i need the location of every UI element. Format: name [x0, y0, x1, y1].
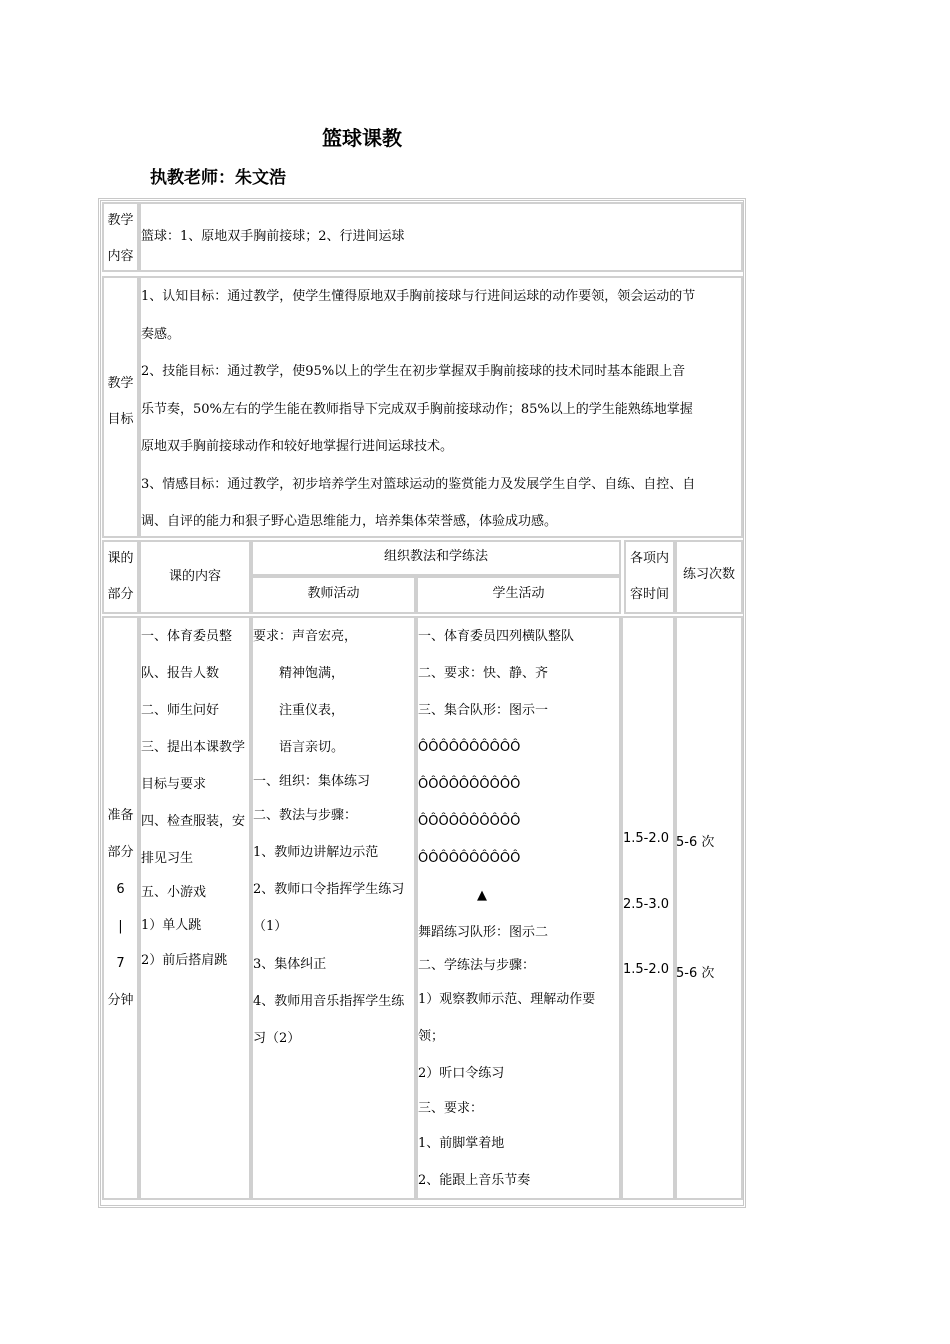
- formation-row: ÔÔÔÔÔÔÔÔÔÔ: [418, 851, 521, 866]
- time-value: 1.5-2.0: [623, 831, 670, 846]
- prep-content-line: 一、体育委员整: [141, 629, 233, 644]
- prep-content-line: 五、小游戏: [141, 885, 207, 900]
- prep-student-line: 三、要求：: [418, 1101, 484, 1116]
- prep-student-line: 舞蹈练习队形：图示二: [418, 925, 549, 940]
- formation-row: ÔÔÔÔÔÔÔÔÔÔ: [418, 777, 521, 792]
- prep-teacher-line: 语言亲切。: [253, 740, 345, 755]
- header-time-cell: [624, 540, 675, 614]
- goal-line: 1、认知目标：通过教学，使学生懂得原地双手胸前接球与行进间运球的动作要领，领会运动的节: [141, 289, 696, 304]
- formation-row: ÔÔÔÔÔÔÔÔÔÔ: [418, 814, 521, 829]
- prep-teacher-line: 一、组织：集体练习: [253, 774, 371, 789]
- prep-content-line: 目标与要求: [141, 777, 207, 792]
- header-time-1: 各项内: [629, 551, 669, 566]
- goal-line: 原地双手胸前接球动作和较好地掌握行进间运球技术。: [141, 439, 454, 454]
- header-part-cell: [102, 540, 139, 614]
- content-text-cell: [139, 202, 743, 272]
- header-teacher-activity: 教师活动: [307, 586, 360, 601]
- prep-content-line: 二、师生问好: [141, 703, 220, 718]
- teacher-position-marker: ▲: [477, 888, 487, 903]
- prep-part-line: 准备: [107, 808, 134, 823]
- header-time-2: 容时间: [629, 587, 669, 602]
- prep-teacher-line: 2、教师口令指挥学生练习: [253, 882, 405, 897]
- prep-part-line: 分钟: [107, 993, 134, 1008]
- header-content: 课的内容: [168, 569, 221, 584]
- prep-part-cell: [102, 616, 139, 1200]
- goal-line: 乐节奏，50%左右的学生能在教师指导下完成双手胸前接球动作；85%以上的学生能熟练地掌握: [141, 401, 693, 417]
- prep-student-line: 1）观察教师示范、理解动作要: [418, 992, 596, 1007]
- prep-part-line: 7: [116, 956, 125, 971]
- time-value: 2.5-3.0: [623, 897, 670, 912]
- reps-value: 5-6 次: [676, 835, 715, 850]
- prep-student-line: 1、前脚掌着地: [418, 1136, 505, 1151]
- prep-teacher-line: 精神饱满，: [253, 666, 345, 681]
- header-student-cell: [416, 576, 621, 614]
- prep-teacher-line: 要求：声音宏亮，: [253, 629, 358, 644]
- prep-content-line: 排见习生: [141, 851, 194, 866]
- goal-line: 3、情感目标：通过教学，初步培养学生对篮球运动的鉴赏能力及发展学生自学、自练、自控、自: [141, 476, 696, 492]
- prep-teacher-line: 4、教师用音乐指挥学生练: [253, 994, 405, 1009]
- content-label-1: 教学: [107, 213, 134, 228]
- prep-student-line: 三、集合队形：图示一: [418, 703, 549, 718]
- prep-content-line: 四、检查服装，安: [141, 814, 246, 829]
- header-part-1: 课的: [107, 551, 134, 566]
- prep-part-line: |: [118, 919, 123, 934]
- content-label-2: 内容: [107, 249, 134, 264]
- teacher-name: 执教老师：朱文浩: [150, 168, 286, 188]
- prep-student-line: 领；: [418, 1029, 445, 1044]
- prep-reps-cell: [675, 616, 743, 1200]
- prep-content-line: 1）单人跳: [141, 918, 202, 933]
- time-value: 1.5-2.0: [623, 962, 670, 977]
- header-content-cell: [139, 540, 251, 614]
- header-reps-cell: [675, 540, 743, 614]
- prep-student-line: 2、能跟上音乐节奏: [418, 1173, 531, 1188]
- prep-teacher-line: 1、教师边讲解边示范: [253, 845, 379, 860]
- goals-label-1: 教学: [107, 376, 134, 391]
- goal-line: 调、自评的能力和狠子野心造思维能力，培养集体荣誉感，体验成功感。: [141, 514, 558, 529]
- goals-label-cell: [102, 276, 139, 538]
- prep-student-cell: [416, 616, 621, 1200]
- formation-row: ÔÔÔÔÔÔÔÔÔÔ: [418, 740, 521, 755]
- prep-content-line: 2）前后搭肩跳: [141, 953, 228, 968]
- prep-student-line: 一、体育委员四列横队整队: [418, 629, 575, 644]
- prep-teacher-line: 注重仪表，: [253, 703, 345, 718]
- prep-student-line: 二、学练法与步骤：: [418, 958, 536, 973]
- goal-line: 奏感。: [141, 326, 181, 342]
- reps-value: 5-6 次: [676, 966, 715, 981]
- prep-content-cell: [139, 616, 251, 1200]
- prep-teacher-cell: [251, 616, 416, 1200]
- prep-part-line: 6: [116, 882, 125, 897]
- header-org-cell: [251, 540, 621, 576]
- prep-teacher-line: （1）: [253, 919, 288, 934]
- prep-student-line: 2）听口令练习: [418, 1066, 505, 1081]
- header-reps: 练习次数: [682, 567, 735, 582]
- goals-label-2: 目标: [107, 412, 134, 427]
- prep-part-line: 部分: [107, 845, 134, 860]
- prep-teacher-line: 3、集体纠正: [253, 957, 327, 972]
- header-part-2: 部分: [107, 587, 134, 602]
- header-student-activity: 学生活动: [492, 586, 545, 601]
- prep-student-line: 二、要求：快、静、齐: [418, 666, 549, 681]
- prep-teacher-line: 二、教法与步骤：: [253, 808, 358, 823]
- content-text: 篮球：1、原地双手胸前接球；2、行进间运球: [141, 229, 405, 244]
- prep-content-line: 队、报告人数: [141, 666, 220, 681]
- goals-text-cell: [139, 276, 743, 538]
- prep-content-line: 三、提出本课教学: [141, 740, 246, 755]
- prep-teacher-line: 习（2）: [253, 1031, 301, 1046]
- header-org: 组织教法和学练法: [383, 549, 488, 564]
- document-title: 篮球课教: [322, 126, 402, 150]
- content-label-cell: [102, 202, 139, 272]
- goal-line: 2、技能目标：通过教学，使95%以上的学生在初步掌握双手胸前接球的技术同时基本能跟上音: [141, 364, 686, 379]
- header-teacher-cell: [251, 576, 416, 614]
